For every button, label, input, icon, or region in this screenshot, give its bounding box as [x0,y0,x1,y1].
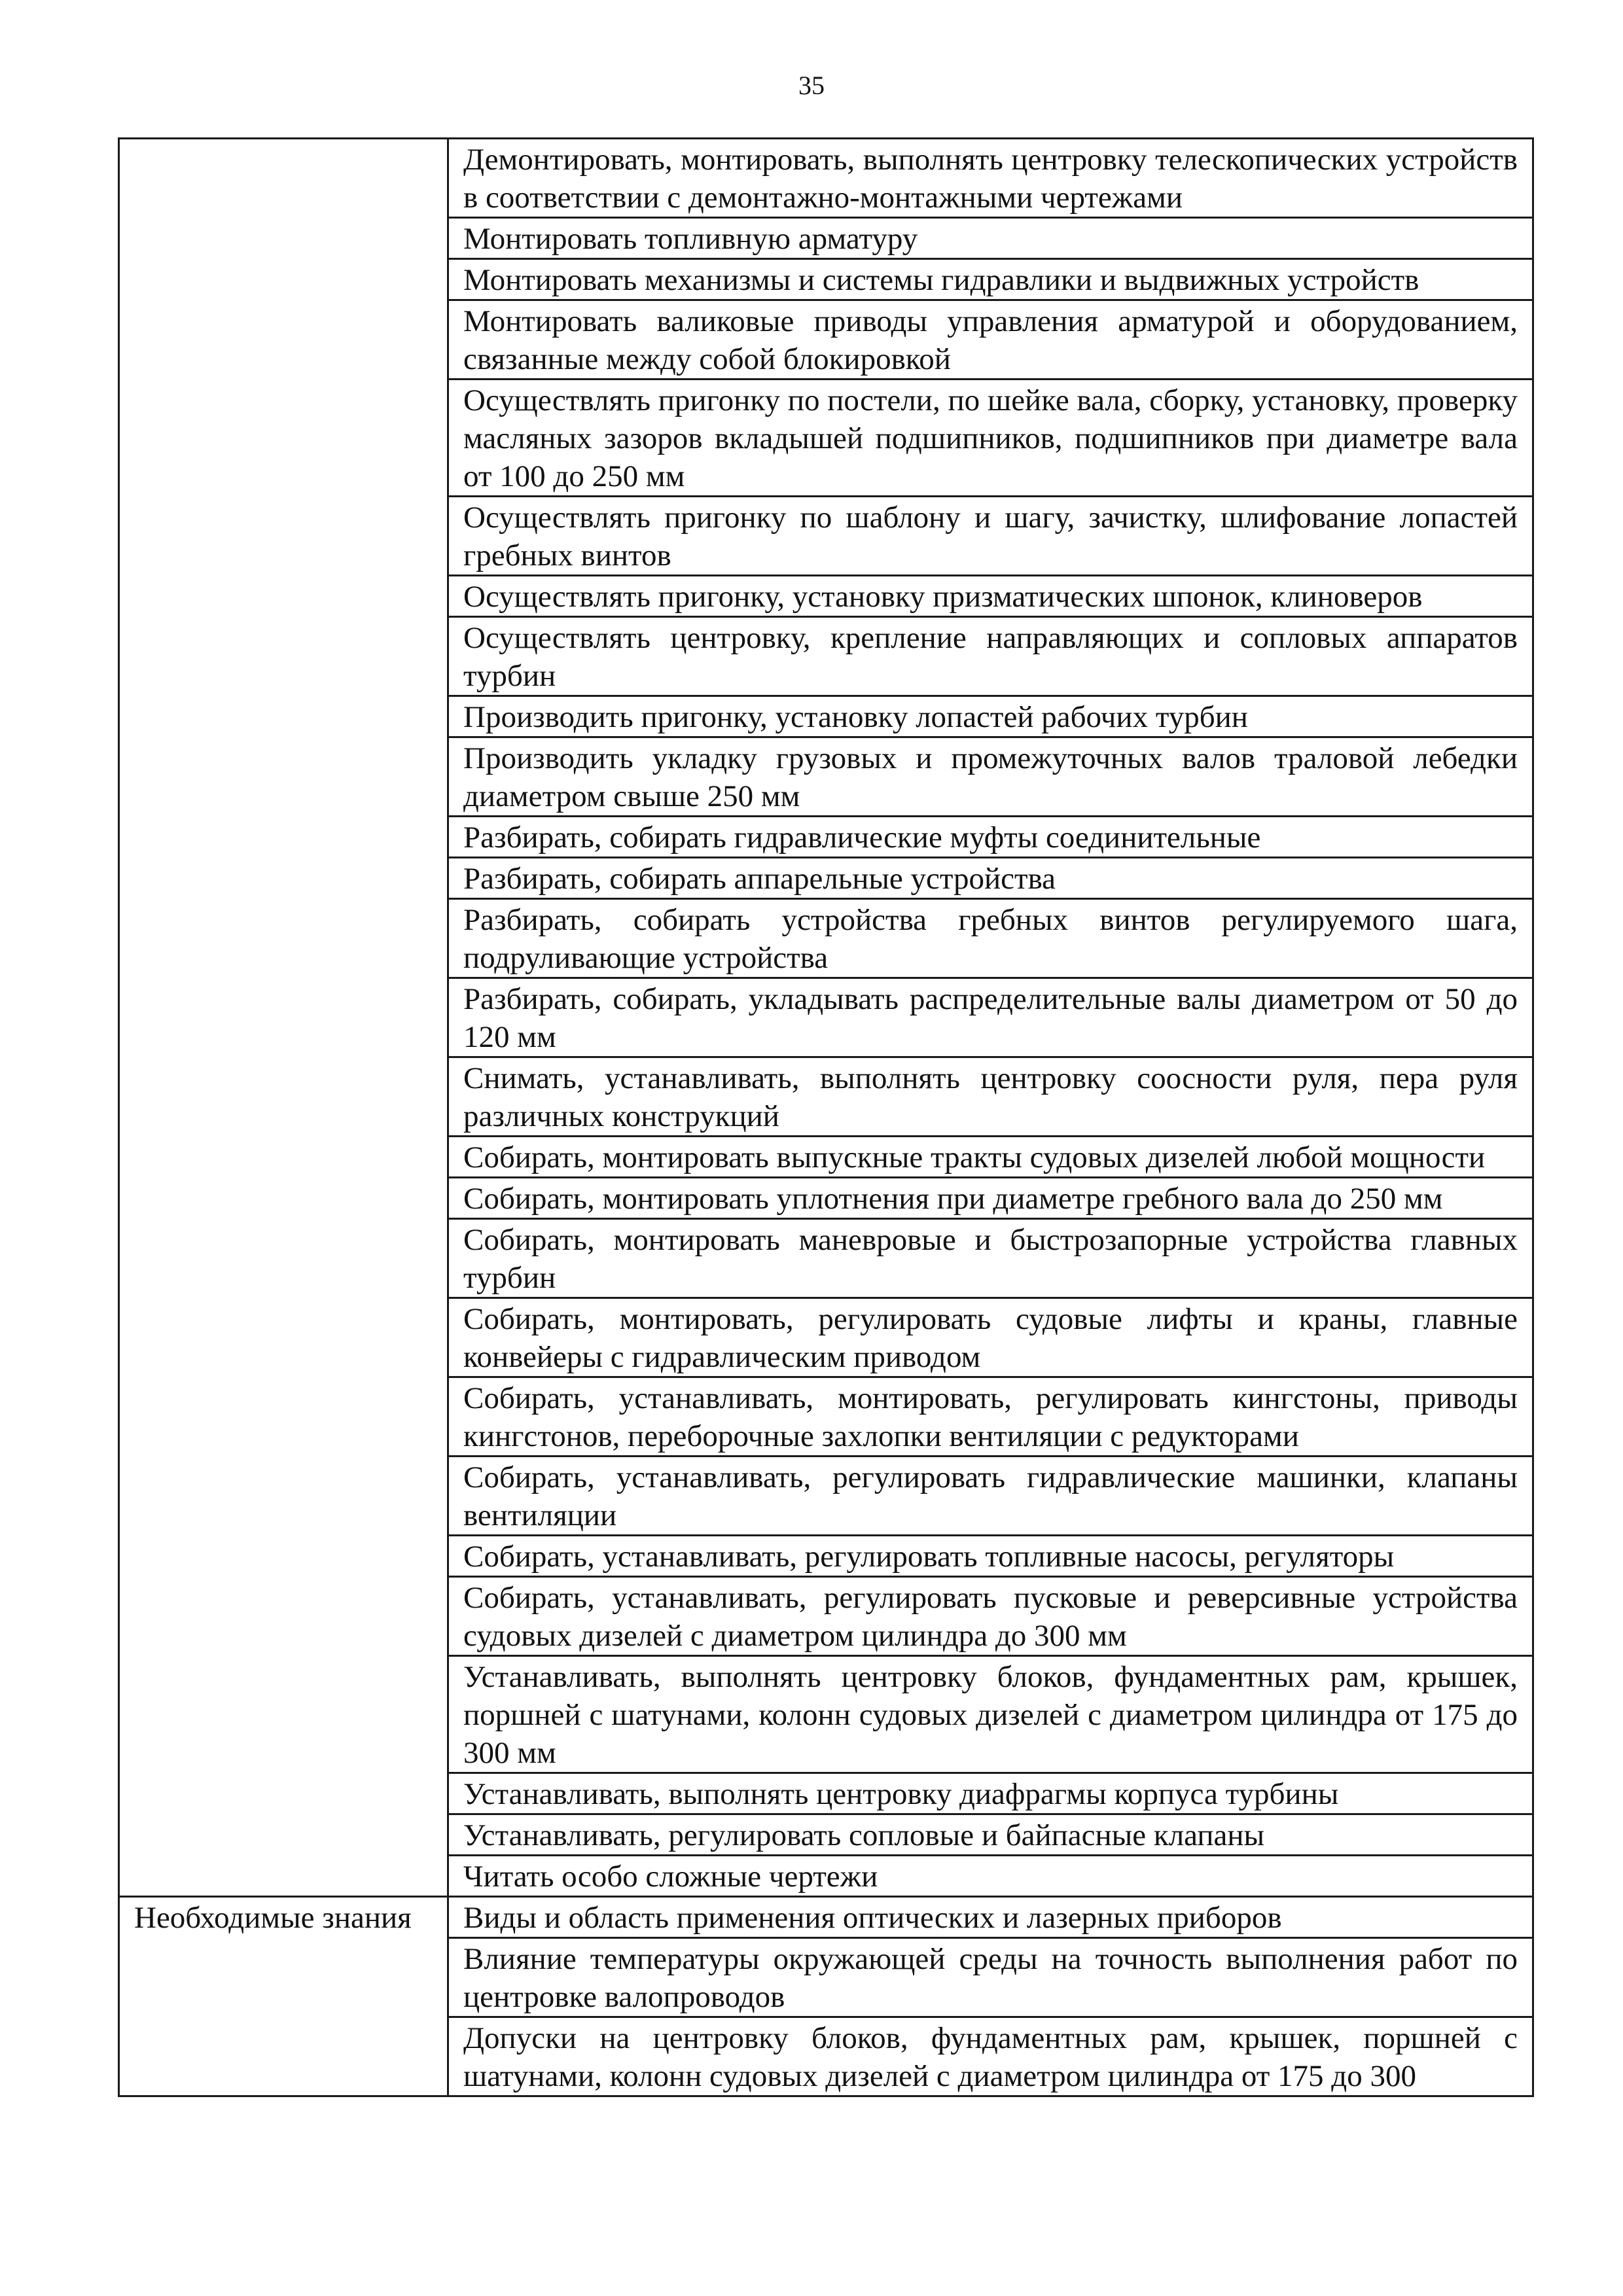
skill-item: Собирать, устанавливать, регулировать топливные насосы, регуляторы [448,1536,1533,1577]
skill-item: Осуществлять пригонку по постели, по шейке вала, сборку, установку, проверку масляных зазоров вкладышей подшипников, подшипников при диаметре вала от 100 до 250 мм [448,380,1533,497]
skill-item: Производить пригонку, установку лопастей рабочих турбин [448,696,1533,737]
qualification-table [118,137,1534,2097]
knowledge-item: Виды и область применения оптических и лазерных приборов [448,1897,1533,1938]
skill-item: Собирать, устанавливать, регулировать гидравлические машинки, клапаны вентиляции [448,1457,1533,1536]
skill-item: Собирать, устанавливать, монтировать, регулировать кингстоны, приводы кингстонов, переборочные захлопки вентиляции с редукторами [448,1377,1533,1457]
skill-item: Монтировать топливную арматуру [448,218,1533,259]
skill-item: Разбирать, собирать аппарельные устройства [448,858,1533,899]
skill-item: Осуществлять пригонку, установку призматических шпонок, клиноверов [448,576,1533,617]
skill-item: Устанавливать, выполнять центровку блоков, фундаментных рам, крышек, поршней с шатунами, колонн судовых дизелей с диаметром цилиндра от 175 до 300 мм [448,1656,1533,1773]
knowledge-item: Допуски на центровку блоков, фундаментных рам, крышек, поршней с шатунами, колонн судовых дизелей с диаметром цилиндра от 175 до 300 [448,2017,1533,2096]
row-label-cell [119,139,448,1897]
skill-item: Производить укладку грузовых и промежуточных валов траловой лебедки диаметром свыше 250 мм [448,737,1533,817]
table-row [119,139,1533,218]
skill-item: Устанавливать, выполнять центровку диафрагмы корпуса турбины [448,1773,1533,1814]
skill-item: Собирать, монтировать маневровые и быстрозапорные устройства главных турбин [448,1219,1533,1298]
skill-item: Осуществлять пригонку по шаблону и шагу, зачистку, шлифование лопастей гребных винтов [448,497,1533,576]
skill-item: Собирать, монтировать, регулировать судовые лифты и краны, главные конвейеры с гидравлическим приводом [448,1298,1533,1377]
skill-item: Монтировать валиковые приводы управления арматурой и оборудованием, связанные между собой блокировкой [448,300,1533,380]
skill-item: Снимать, устанавливать, выполнять центровку соосности руля, пера руля различных конструкций [448,1057,1533,1137]
knowledge-item: Влияние температуры окружающей среды на точность выполнения работ по центровке валопроводов [448,1938,1533,2017]
skill-item: Читать особо сложные чертежи [448,1856,1533,1897]
skill-item: Демонтировать, монтировать, выполнять центровку телескопических устройств в соответствии с демонтажно-монтажными чертежами [448,139,1533,218]
skill-item: Осуществлять центровку, крепление направляющих и сопловых аппаратов турбин [448,617,1533,696]
section-label-knowledge: Необходимые знания [119,1897,448,2096]
page-number: 35 [798,71,825,100]
skill-item: Разбирать, собирать гидравлические муфты соединительные [448,817,1533,858]
table-row [119,1897,1533,1938]
skill-item: Устанавливать, регулировать сопловые и байпасные клапаны [448,1814,1533,1856]
skill-item: Собирать, устанавливать, регулировать пусковые и реверсивные устройства судовых дизелей с диаметром цилиндра до 300 мм [448,1577,1533,1656]
skill-item: Разбирать, собирать устройства гребных винтов регулируемого шага, подруливающие устройства [448,899,1533,978]
skill-item: Собирать, монтировать выпускные тракты судовых дизелей любой мощности [448,1137,1533,1178]
skill-item: Монтировать механизмы и системы гидравлики и выдвижных устройств [448,259,1533,300]
skill-item: Собирать, монтировать уплотнения при диаметре гребного вала до 250 мм [448,1178,1533,1219]
skill-item: Разбирать, собирать, укладывать распределительные валы диаметром от 50 до 120 мм [448,978,1533,1057]
